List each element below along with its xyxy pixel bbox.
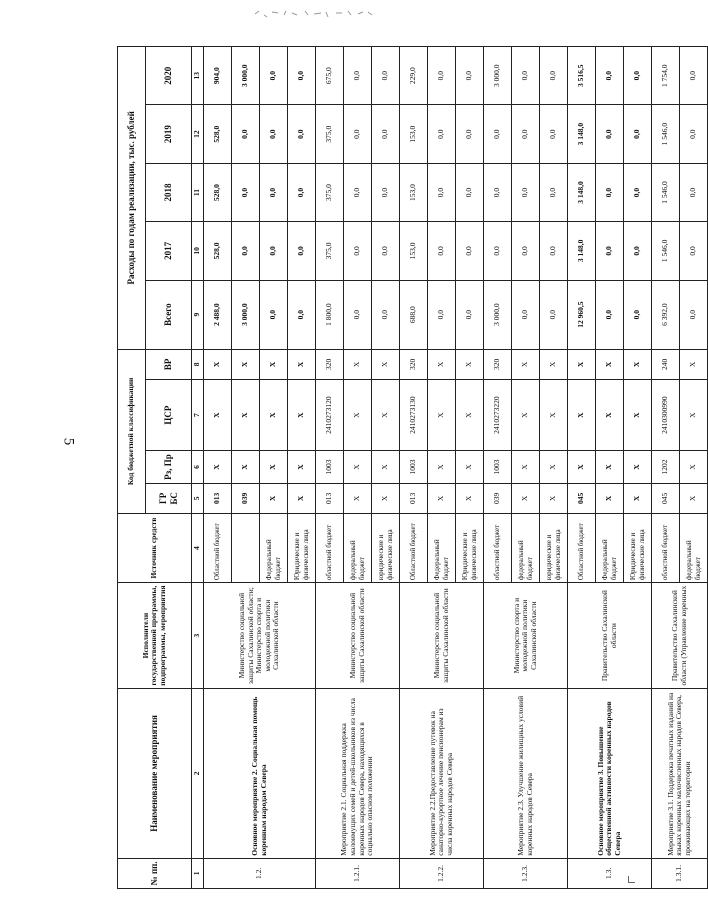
cell-y2020: 0,0: [456, 47, 484, 105]
col-2018-header: 2018: [146, 163, 192, 221]
funding-source: федеральный бюджет: [512, 513, 540, 582]
executor: Правительство Сахалинской области: [568, 583, 652, 689]
funding-source: Областной бюджет: [568, 513, 596, 582]
cell-y2020: 3 000,0: [484, 47, 512, 105]
cell-grbs: X: [680, 483, 708, 513]
table-row: [652, 47, 680, 889]
cell-grbs: 013: [316, 483, 344, 513]
cell-y2019: 0,0: [260, 105, 288, 163]
cell-total: 3 000,0: [232, 280, 260, 349]
cell-grbs: X: [428, 483, 456, 513]
cell-y2019: 153,0: [400, 105, 428, 163]
cell-vr: 240: [652, 349, 680, 379]
col-vr-header: ВР: [146, 349, 192, 379]
row-number: 1.2.1.: [316, 858, 400, 888]
row-number: 1.2.2.: [400, 858, 484, 888]
cell-y2018: 1 546,0: [652, 163, 680, 221]
activity-name: Основное мероприятие 2. Социальная помощь коренным народам Севера: [204, 689, 316, 859]
activity-name: Мероприятие 3.1. Поддержка печатных изданий на языках коренных малочисленных народов Севера, проживающих на территории: [652, 689, 708, 859]
cell-y2019: 3 148,0: [568, 105, 596, 163]
cell-vr: 320: [400, 349, 428, 379]
cell-total: 3 000,0: [484, 280, 512, 349]
cell-rzpr: X: [232, 451, 260, 483]
row-number: 1.2.3.: [484, 858, 568, 888]
cell-y2018: 0,0: [624, 163, 652, 221]
cell-rzpr: X: [204, 451, 232, 483]
cell-y2018: 0,0: [372, 163, 400, 221]
col-total-header: Всего: [146, 280, 192, 349]
cell-rzpr: 1003: [484, 451, 512, 483]
cell-rzpr: X: [344, 451, 372, 483]
cell-total: 0,0: [288, 280, 316, 349]
cell-y2019: 375,0: [316, 105, 344, 163]
cell-y2018: 0,0: [512, 163, 540, 221]
cell-vr: X: [344, 349, 372, 379]
col-number: 12: [192, 105, 204, 163]
cell-y2017: 0,0: [344, 222, 372, 280]
cell-y2017: 0,0: [624, 222, 652, 280]
cell-grbs: 013: [400, 483, 428, 513]
table-row: [204, 47, 232, 889]
cell-y2019: 0,0: [484, 105, 512, 163]
col-number: 5: [192, 483, 204, 513]
cell-vr: X: [512, 349, 540, 379]
cell-vr: 320: [316, 349, 344, 379]
executor: Министерство спорта и молодежной политики Сахалинской области: [484, 583, 568, 689]
cell-grbs: X: [512, 483, 540, 513]
cell-y2020: 0,0: [372, 47, 400, 105]
cell-total: 0,0: [344, 280, 372, 349]
col-2019-header: 2019: [146, 105, 192, 163]
cell-csr: X: [540, 379, 568, 450]
cell-csr: X: [260, 379, 288, 450]
cell-rzpr: 1202: [652, 451, 680, 483]
col-2020-header: 2020: [146, 47, 192, 105]
activity-name: Мероприятие 2.1. Социальная поддержка малоимущих семей и детей-школьников из числа коренных народов Севера, находящихся в социально опасном положении: [316, 689, 400, 859]
cell-vr: X: [260, 349, 288, 379]
cell-vr: X: [232, 349, 260, 379]
cell-y2020: 229,0: [400, 47, 428, 105]
cell-y2018: 0,0: [540, 163, 568, 221]
cell-y2020: 0,0: [512, 47, 540, 105]
cell-total: 2 488,0: [204, 280, 232, 349]
cell-vr: X: [372, 349, 400, 379]
cell-y2020: 3 516,5: [568, 47, 596, 105]
header-row-1: [118, 47, 146, 889]
cell-y2019: 528,0: [204, 105, 232, 163]
cell-y2018: 0,0: [232, 163, 260, 221]
table-row: [400, 47, 428, 889]
col-number: 8: [192, 349, 204, 379]
table-row: [484, 47, 512, 889]
cell-csr: X: [372, 379, 400, 450]
cell-rzpr: X: [372, 451, 400, 483]
cell-vr: X: [428, 349, 456, 379]
expenses-group-header: Расходы по годам реализации, тыс. рублей: [118, 47, 146, 350]
cell-y2019: 0,0: [372, 105, 400, 163]
funding-source: Областной бюджет: [400, 513, 428, 582]
table-body: [204, 47, 708, 889]
col-number: 1: [192, 858, 204, 888]
cell-y2017: 0,0: [260, 222, 288, 280]
col-number: 3: [192, 583, 204, 689]
col-exec-header: Исполнители государственной программы, подпрограммы, мероприятия: [118, 583, 192, 689]
cell-y2017: 153,0: [400, 222, 428, 280]
cell-grbs: 039: [484, 483, 512, 513]
cell-csr: 2410300990: [652, 379, 680, 450]
column-number-row: [192, 47, 204, 889]
col-number: 7: [192, 379, 204, 450]
cell-rzpr: 1003: [400, 451, 428, 483]
col-grbs-header: ГР БС: [146, 483, 192, 513]
row-number: 1.3.1.: [652, 858, 708, 888]
cell-grbs: X: [596, 483, 624, 513]
cell-grbs: X: [540, 483, 568, 513]
cell-y2017: 375,0: [316, 222, 344, 280]
funding-source: Областной бюджет: [204, 513, 232, 582]
col-number: 13: [192, 47, 204, 105]
cell-grbs: X: [624, 483, 652, 513]
row-number: 1.2.: [204, 858, 316, 888]
cell-y2017: 0,0: [372, 222, 400, 280]
cell-rzpr: 1003: [316, 451, 344, 483]
funding-source: Федеральный бюджет: [428, 513, 456, 582]
col-number: 9: [192, 280, 204, 349]
cell-rzpr: X: [428, 451, 456, 483]
funding-source: Федеральный бюджет: [596, 513, 624, 582]
cell-total: 0,0: [624, 280, 652, 349]
cell-total: 0,0: [456, 280, 484, 349]
cell-y2019: 0,0: [512, 105, 540, 163]
col-number: 4: [192, 513, 204, 582]
executor: Министерство социальной защиты Сахалинской области: [400, 583, 484, 689]
cell-y2017: 1 546,0: [652, 222, 680, 280]
cell-vr: X: [680, 349, 708, 379]
cell-y2020: 0,0: [428, 47, 456, 105]
rotated-table-container: [117, 46, 702, 889]
cell-total: 0,0: [428, 280, 456, 349]
executor: Министерство социальной защиты Сахалинской области: [316, 583, 400, 689]
table-frame: [117, 46, 702, 889]
cell-y2017: 0,0: [232, 222, 260, 280]
cell-y2019: 0,0: [428, 105, 456, 163]
cell-rzpr: X: [596, 451, 624, 483]
col-number: 10: [192, 222, 204, 280]
cell-rzpr: X: [512, 451, 540, 483]
cell-vr: 320: [484, 349, 512, 379]
cell-total: 0,0: [540, 280, 568, 349]
cell-csr: X: [624, 379, 652, 450]
executor: Правительство Сахалинской области (Управление коренных: [652, 583, 708, 689]
cell-y2018: 3 148,0: [568, 163, 596, 221]
cell-y2019: 0,0: [624, 105, 652, 163]
cell-csr: X: [456, 379, 484, 450]
activity-name: Основное мероприятие 3. Повышение общественной активности коренных народов Севера: [568, 689, 652, 859]
funding-source: федеральный бюджет: [680, 513, 708, 582]
cell-y2018: 528,0: [204, 163, 232, 221]
cell-csr: X: [428, 379, 456, 450]
cell-y2020: 904,0: [204, 47, 232, 105]
cell-y2017: 0,0: [540, 222, 568, 280]
code-group-header: Код бюджетной классификации: [118, 349, 146, 513]
cell-y2018: 375,0: [316, 163, 344, 221]
executor: Министерство социальной защиты Сахалинской области; Министерство спорта и молодежной политики Сахалинской области: [204, 583, 316, 689]
page-number: 5: [60, 437, 77, 446]
cell-rzpr: X: [540, 451, 568, 483]
cell-csr: 2410273130: [400, 379, 428, 450]
cell-y2018: 0,0: [484, 163, 512, 221]
funding-source: Юридические и физические лица: [456, 513, 484, 582]
cell-y2019: 1 546,0: [652, 105, 680, 163]
funding-source: федеральный бюджет: [344, 513, 372, 582]
funding-source: Юридические и физические лица: [288, 513, 316, 582]
col-number: 11: [192, 163, 204, 221]
cell-y2018: 153,0: [400, 163, 428, 221]
cell-y2020: 0,0: [596, 47, 624, 105]
cell-total: 0,0: [512, 280, 540, 349]
cell-y2019: 0,0: [456, 105, 484, 163]
cell-rzpr: X: [568, 451, 596, 483]
col-rzpr-header: Рз, Пр: [146, 451, 192, 483]
cell-total: 6 392,0: [652, 280, 680, 349]
cell-grbs: X: [456, 483, 484, 513]
cell-vr: X: [540, 349, 568, 379]
funding-source: областной бюджет: [484, 513, 512, 582]
cell-y2017: 0,0: [456, 222, 484, 280]
funding-source: областной бюджет: [316, 513, 344, 582]
cell-csr: X: [596, 379, 624, 450]
funding-source: Федеральный бюджет: [260, 513, 288, 582]
col-source-header: Источник средств: [118, 513, 192, 582]
cell-y2018: 0,0: [260, 163, 288, 221]
cell-y2019: 0,0: [540, 105, 568, 163]
cell-grbs: X: [288, 483, 316, 513]
cell-csr: X: [288, 379, 316, 450]
cell-vr: X: [624, 349, 652, 379]
cell-rzpr: X: [680, 451, 708, 483]
cell-vr: X: [204, 349, 232, 379]
cell-y2018: 0,0: [428, 163, 456, 221]
table-row: [568, 47, 596, 889]
col-csr-header: ЦСР: [146, 379, 192, 450]
cell-y2020: 1 754,0: [652, 47, 680, 105]
cell-total: 0,0: [372, 280, 400, 349]
cell-y2017: 0,0: [428, 222, 456, 280]
cell-grbs: X: [344, 483, 372, 513]
cell-total: 1 800,0: [316, 280, 344, 349]
cell-y2020: 0,0: [344, 47, 372, 105]
cell-y2017: 0,0: [596, 222, 624, 280]
cell-total: 0,0: [596, 280, 624, 349]
cell-y2017: 0,0: [512, 222, 540, 280]
cell-y2018: 0,0: [596, 163, 624, 221]
cell-rzpr: X: [260, 451, 288, 483]
cell-y2019: 0,0: [596, 105, 624, 163]
cell-total: 0,0: [680, 280, 708, 349]
cell-y2018: 0,0: [288, 163, 316, 221]
funding-source: Юридические и физические лица: [624, 513, 652, 582]
cell-grbs: 013: [204, 483, 232, 513]
cell-csr: X: [232, 379, 260, 450]
cell-y2020: 0,0: [680, 47, 708, 105]
cell-y2019: 0,0: [680, 105, 708, 163]
cell-grbs: 039: [232, 483, 260, 513]
cell-csr: X: [568, 379, 596, 450]
cell-y2018: 0,0: [456, 163, 484, 221]
cell-y2020: 675,0: [316, 47, 344, 105]
cell-csr: X: [680, 379, 708, 450]
cell-y2017: 0,0: [484, 222, 512, 280]
cell-y2020: 0,0: [260, 47, 288, 105]
cell-y2017: 3 148,0: [568, 222, 596, 280]
cell-y2017: 0,0: [680, 222, 708, 280]
cell-csr: 2410273220: [484, 379, 512, 450]
col-num-header: № пп.: [118, 858, 192, 888]
cell-csr: 2410273120: [316, 379, 344, 450]
cell-total: 0,0: [260, 280, 288, 349]
col-number: 6: [192, 451, 204, 483]
cell-y2020: 0,0: [540, 47, 568, 105]
cell-y2017: 528,0: [204, 222, 232, 280]
cell-grbs: 045: [568, 483, 596, 513]
funding-source: [232, 513, 260, 582]
scan-artifact: [250, 6, 380, 20]
cell-y2019: 0,0: [344, 105, 372, 163]
cell-y2018: 0,0: [680, 163, 708, 221]
cell-csr: X: [512, 379, 540, 450]
col-2017-header: 2017: [146, 222, 192, 280]
activity-name: Мероприятие 2.3. Улучшение жилищных условий коренных народов Севера: [484, 689, 568, 859]
cell-y2017: 0,0: [288, 222, 316, 280]
cell-grbs: X: [260, 483, 288, 513]
col-number: 2: [192, 689, 204, 859]
cell-vr: X: [596, 349, 624, 379]
activity-name: Мероприятие 2.2.Предоставление путевок на санаторно-курортное лечение пенсионерам из числа коренных народов Севера: [400, 689, 484, 859]
cell-grbs: 045: [652, 483, 680, 513]
cell-vr: X: [456, 349, 484, 379]
cell-total: 12 960,5: [568, 280, 596, 349]
row-number: 1.3.: [568, 858, 652, 888]
budget-table: [117, 46, 708, 889]
cell-total: 688,0: [400, 280, 428, 349]
cell-grbs: X: [372, 483, 400, 513]
col-name-header: Наименование мероприятия: [118, 689, 192, 859]
table-row: [316, 47, 344, 889]
cell-rzpr: X: [456, 451, 484, 483]
cell-y2019: 0,0: [288, 105, 316, 163]
cell-csr: X: [344, 379, 372, 450]
cell-vr: X: [288, 349, 316, 379]
cell-y2020: 0,0: [288, 47, 316, 105]
funding-source: юридические и физические лица: [372, 513, 400, 582]
cell-y2019: 0,0: [232, 105, 260, 163]
cell-y2020: 3 000,0: [232, 47, 260, 105]
funding-source: областной бюджет: [652, 513, 680, 582]
funding-source: юридические и физические лица: [540, 513, 568, 582]
cell-y2018: 0,0: [344, 163, 372, 221]
cell-csr: X: [204, 379, 232, 450]
cell-rzpr: X: [624, 451, 652, 483]
cell-y2020: 0,0: [624, 47, 652, 105]
cell-rzpr: X: [288, 451, 316, 483]
cell-vr: X: [568, 349, 596, 379]
